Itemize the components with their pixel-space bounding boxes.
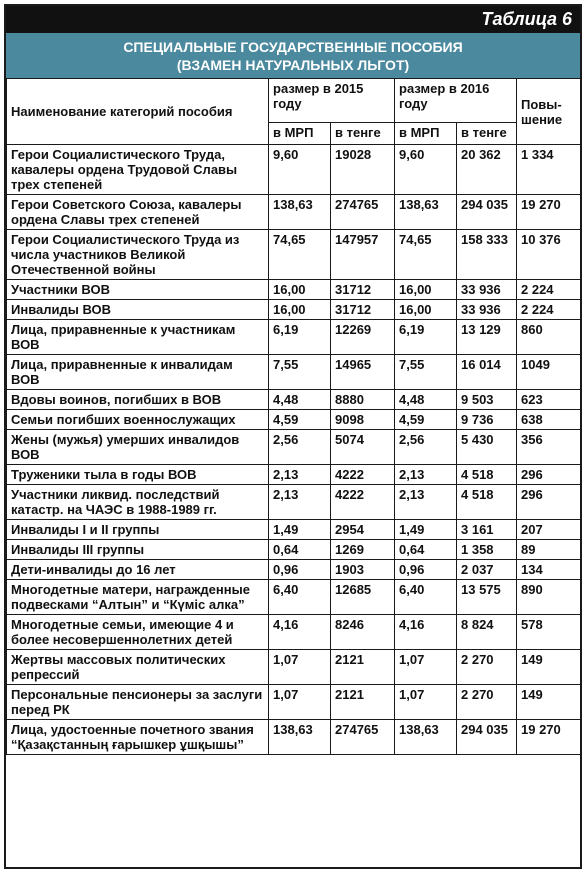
table-row <box>7 300 581 320</box>
increase-cell: 296 <box>517 485 581 520</box>
category-cell: Жертвы массовых политических репрессий <box>7 650 269 685</box>
mrp-2015-cell: 74,65 <box>269 230 331 280</box>
category-cell: Лица, приравненные к участникам ВОВ <box>7 320 269 355</box>
mrp-2015-cell: 6,19 <box>269 320 331 355</box>
table-title-line1: СПЕЦИАЛЬНЫЕ ГОСУДАРСТВЕННЫЕ ПОСОБИЯ <box>123 39 463 55</box>
tenge-2015-cell: 2121 <box>331 650 395 685</box>
table-frame <box>4 4 582 869</box>
category-cell: Семьи погибших военнослужащих <box>7 410 269 430</box>
mrp-2016-cell: 2,13 <box>395 485 457 520</box>
tenge-2016-cell: 1 358 <box>457 540 517 560</box>
increase-cell: 149 <box>517 650 581 685</box>
header-year-2016: размер в 2016 году <box>395 79 517 123</box>
mrp-2015-cell: 4,16 <box>269 615 331 650</box>
tenge-2015-cell: 2954 <box>331 520 395 540</box>
tenge-2015-cell: 31712 <box>331 300 395 320</box>
category-cell: Участники ликвид. последствий катастр. на ЧАЭС в 1988-1989 гг. <box>7 485 269 520</box>
category-cell: Инвалиды ВОВ <box>7 300 269 320</box>
mrp-2015-cell: 1,49 <box>269 520 331 540</box>
tenge-2016-cell: 4 518 <box>457 485 517 520</box>
increase-cell: 2 224 <box>517 280 581 300</box>
mrp-2016-cell: 138,63 <box>395 720 457 755</box>
mrp-2015-cell: 0,96 <box>269 560 331 580</box>
mrp-2015-cell: 6,40 <box>269 580 331 615</box>
header-increase: Повы-шение <box>517 79 581 145</box>
increase-cell: 19 270 <box>517 195 581 230</box>
increase-cell: 890 <box>517 580 581 615</box>
tenge-2016-cell: 5 430 <box>457 430 517 465</box>
tenge-2016-cell: 2 270 <box>457 650 517 685</box>
table-row <box>7 540 581 560</box>
tenge-2016-cell: 294 035 <box>457 195 517 230</box>
tenge-2015-cell: 9098 <box>331 410 395 430</box>
benefits-table <box>6 78 581 755</box>
mrp-2016-cell: 9,60 <box>395 145 457 195</box>
tenge-2016-cell: 9 503 <box>457 390 517 410</box>
tenge-2016-cell: 4 518 <box>457 465 517 485</box>
mrp-2016-cell: 4,16 <box>395 615 457 650</box>
mrp-2016-cell: 6,19 <box>395 320 457 355</box>
tenge-2016-cell: 2 270 <box>457 685 517 720</box>
mrp-2016-cell: 1,07 <box>395 650 457 685</box>
category-cell: Многодетные семьи, имеющие 4 и более несовершеннолетних детей <box>7 615 269 650</box>
increase-cell: 638 <box>517 410 581 430</box>
tenge-2015-cell: 14965 <box>331 355 395 390</box>
table-row <box>7 580 581 615</box>
increase-cell: 356 <box>517 430 581 465</box>
tenge-2016-cell: 3 161 <box>457 520 517 540</box>
category-cell: Герои Социалистического Труда из числа участников Великой Отечественной войны <box>7 230 269 280</box>
category-cell: Инвалиды I и II группы <box>7 520 269 540</box>
mrp-2016-cell: 4,48 <box>395 390 457 410</box>
table-row <box>7 390 581 410</box>
category-cell: Персональные пенсионеры за заслуги перед РК <box>7 685 269 720</box>
table-row <box>7 560 581 580</box>
tenge-2015-cell: 147957 <box>331 230 395 280</box>
mrp-2016-cell: 0,64 <box>395 540 457 560</box>
increase-cell: 207 <box>517 520 581 540</box>
mrp-2015-cell: 138,63 <box>269 195 331 230</box>
table-row <box>7 230 581 280</box>
increase-cell: 10 376 <box>517 230 581 280</box>
mrp-2016-cell: 2,56 <box>395 430 457 465</box>
mrp-2016-cell: 0,96 <box>395 560 457 580</box>
category-cell: Вдовы воинов, погибших в ВОВ <box>7 390 269 410</box>
table-label-bar <box>6 6 580 33</box>
tenge-2015-cell: 2121 <box>331 685 395 720</box>
tenge-2015-cell: 8246 <box>331 615 395 650</box>
category-cell: Герои Советского Союза, кавалеры ордена Славы трех степеней <box>7 195 269 230</box>
header-tenge-2015: в тенге <box>331 123 395 145</box>
increase-cell: 1 334 <box>517 145 581 195</box>
table-label: Таблица 6 <box>481 9 572 29</box>
category-cell: Дети-инвалиды до 16 лет <box>7 560 269 580</box>
tenge-2016-cell: 13 129 <box>457 320 517 355</box>
tenge-2015-cell: 1269 <box>331 540 395 560</box>
table-row <box>7 485 581 520</box>
mrp-2016-cell: 1,07 <box>395 685 457 720</box>
header-mrp-2015: в МРП <box>269 123 331 145</box>
mrp-2015-cell: 7,55 <box>269 355 331 390</box>
tenge-2016-cell: 20 362 <box>457 145 517 195</box>
table-row <box>7 320 581 355</box>
tenge-2016-cell: 294 035 <box>457 720 517 755</box>
tenge-2016-cell: 33 936 <box>457 280 517 300</box>
mrp-2016-cell: 7,55 <box>395 355 457 390</box>
tenge-2015-cell: 31712 <box>331 280 395 300</box>
mrp-2015-cell: 9,60 <box>269 145 331 195</box>
table-row <box>7 430 581 465</box>
category-cell: Жены (мужья) умерших инвалидов ВОВ <box>7 430 269 465</box>
tenge-2015-cell: 1903 <box>331 560 395 580</box>
mrp-2016-cell: 6,40 <box>395 580 457 615</box>
category-cell: Герои Социалистического Труда, кавалеры ордена Трудовой Славы трех степеней <box>7 145 269 195</box>
increase-cell: 149 <box>517 685 581 720</box>
table-row <box>7 685 581 720</box>
mrp-2015-cell: 2,13 <box>269 485 331 520</box>
category-cell: Участники ВОВ <box>7 280 269 300</box>
mrp-2016-cell: 4,59 <box>395 410 457 430</box>
mrp-2015-cell: 1,07 <box>269 650 331 685</box>
tenge-2015-cell: 8880 <box>331 390 395 410</box>
category-cell: Многодетные матери, награжденные подвесками “Алтын” и “Күміс алка” <box>7 580 269 615</box>
tenge-2016-cell: 33 936 <box>457 300 517 320</box>
tenge-2016-cell: 8 824 <box>457 615 517 650</box>
mrp-2016-cell: 2,13 <box>395 465 457 485</box>
mrp-2016-cell: 138,63 <box>395 195 457 230</box>
tenge-2015-cell: 4222 <box>331 485 395 520</box>
mrp-2015-cell: 0,64 <box>269 540 331 560</box>
mrp-2015-cell: 138,63 <box>269 720 331 755</box>
mrp-2015-cell: 4,48 <box>269 390 331 410</box>
mrp-2015-cell: 2,13 <box>269 465 331 485</box>
table-title-banner <box>6 33 580 78</box>
tenge-2015-cell: 274765 <box>331 720 395 755</box>
table-row <box>7 410 581 430</box>
mrp-2015-cell: 16,00 <box>269 280 331 300</box>
tenge-2016-cell: 9 736 <box>457 410 517 430</box>
mrp-2015-cell: 16,00 <box>269 300 331 320</box>
mrp-2015-cell: 1,07 <box>269 685 331 720</box>
tenge-2015-cell: 12685 <box>331 580 395 615</box>
tenge-2015-cell: 19028 <box>331 145 395 195</box>
tenge-2015-cell: 4222 <box>331 465 395 485</box>
table-row <box>7 615 581 650</box>
mrp-2016-cell: 16,00 <box>395 280 457 300</box>
table-row <box>7 720 581 755</box>
increase-cell: 134 <box>517 560 581 580</box>
mrp-2016-cell: 74,65 <box>395 230 457 280</box>
table-row <box>7 280 581 300</box>
tenge-2016-cell: 158 333 <box>457 230 517 280</box>
tenge-2015-cell: 5074 <box>331 430 395 465</box>
header-tenge-2016: в тенге <box>457 123 517 145</box>
increase-cell: 89 <box>517 540 581 560</box>
tenge-2016-cell: 16 014 <box>457 355 517 390</box>
increase-cell: 296 <box>517 465 581 485</box>
table-row <box>7 650 581 685</box>
increase-cell: 19 270 <box>517 720 581 755</box>
increase-cell: 2 224 <box>517 300 581 320</box>
table-row <box>7 195 581 230</box>
increase-cell: 623 <box>517 390 581 410</box>
mrp-2016-cell: 16,00 <box>395 300 457 320</box>
header-row <box>7 79 581 123</box>
table-row <box>7 145 581 195</box>
increase-cell: 1049 <box>517 355 581 390</box>
tenge-2016-cell: 2 037 <box>457 560 517 580</box>
table-body <box>7 145 581 755</box>
table-row <box>7 355 581 390</box>
table-row <box>7 520 581 540</box>
tenge-2015-cell: 12269 <box>331 320 395 355</box>
category-cell: Лица, приравненные к инвалидам ВОВ <box>7 355 269 390</box>
increase-cell: 860 <box>517 320 581 355</box>
mrp-2016-cell: 1,49 <box>395 520 457 540</box>
category-cell: Инвалиды III группы <box>7 540 269 560</box>
header-year-2015: размер в 2015 году <box>269 79 395 123</box>
header-mrp-2016: в МРП <box>395 123 457 145</box>
tenge-2016-cell: 13 575 <box>457 580 517 615</box>
tenge-2015-cell: 274765 <box>331 195 395 230</box>
header-category: Наименование категорий пособия <box>7 79 269 145</box>
increase-cell: 578 <box>517 615 581 650</box>
mrp-2015-cell: 4,59 <box>269 410 331 430</box>
table-title-line2: (ВЗАМЕН НАТУРАЛЬНЫХ ЛЬГОТ) <box>176 57 410 73</box>
table-row <box>7 465 581 485</box>
category-cell: Труженики тыла в годы ВОВ <box>7 465 269 485</box>
mrp-2015-cell: 2,56 <box>269 430 331 465</box>
category-cell: Лица, удостоенные почетного звания “Қазақстанның ғарышкер ұшқышы” <box>7 720 269 755</box>
